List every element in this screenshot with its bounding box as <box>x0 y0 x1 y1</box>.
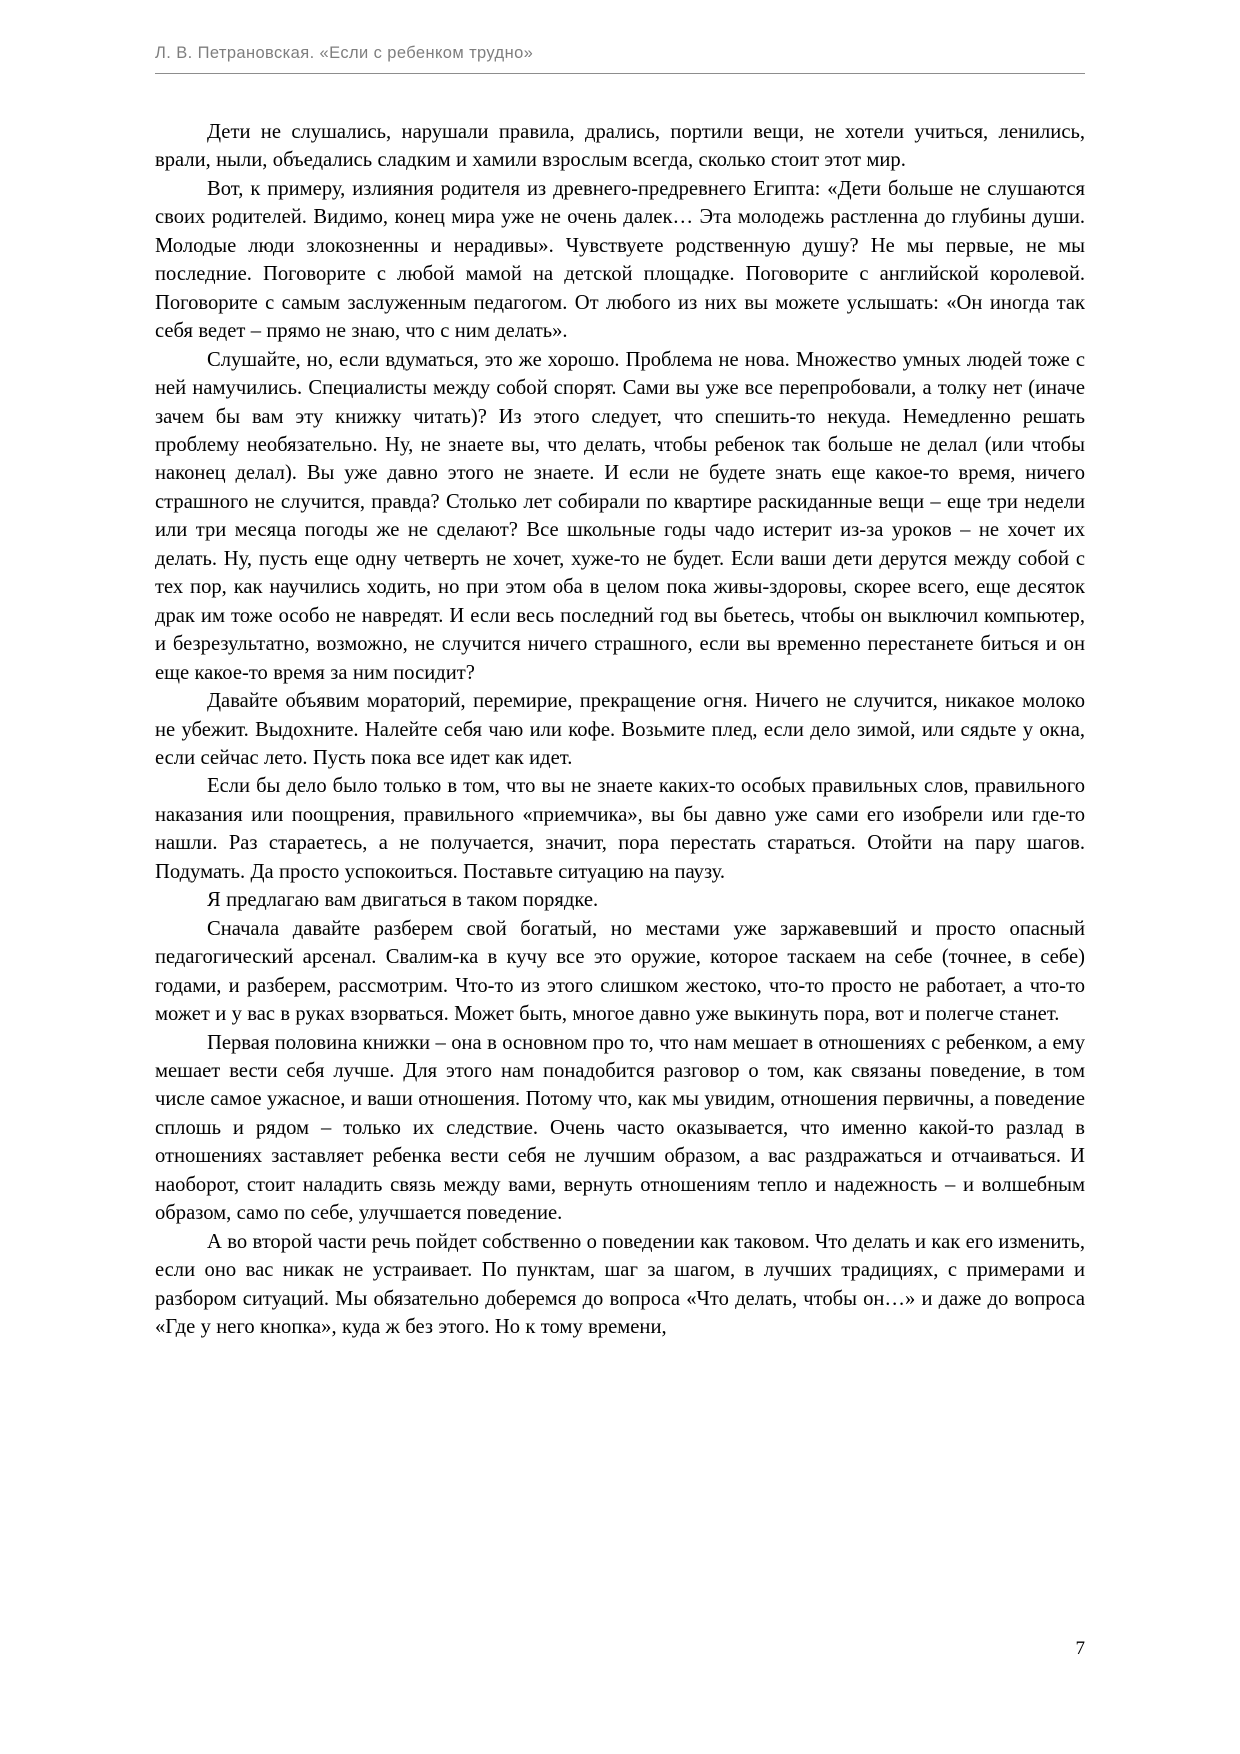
paragraph: Если бы дело было только в том, что вы не знаете каких-то особых правильных слов, правильного наказания или поощрения, правильного «приемчика», вы бы давно уже сами его изобрели или где-то нашли. Раз стараетесь, а не получается, значит, пора перестать стараться. Отойти на пару шагов. Подумать. Да просто успокоиться. Поставьте ситуацию на паузу. <box>155 775 1085 883</box>
paragraph: Слушайте, но, если вдуматься, это же хорошо. Проблема не нова. Множество умных людей тоже с ней намучились. Специалисты между собой спорят. Сами вы уже все перепробовали, а толку нет (иначе зачем бы вам эту книжку читать)? Из этого следует, что спешить-то некуда. Немедленно решать проблему необязательно. Ну, не знаете вы, что делать, чтобы ребенок так больше не делал (или чтобы наконец делал). Вы уже давно этого не знаете. И если не будете знать еще какое-то время, ничего страшного не случится, правда? Столько лет собирали по квартире раскиданные вещи – еще три недели или три месяца погоды же не сделают? Все школьные годы чадо истерит из-за уроков – не хочет их делать. Ну, пусть еще одну четверть не хочет, хуже-то не будет. Если ваши дети дерутся между собой с тех пор, как научились ходить, но при этом оба в целом пока живы-здоровы, скорее всего, еще десяток драк им тоже особо не навредят. И если весь последний год вы бьетесь, чтобы он выключил компьютер, и безрезультатно, возможно, не случится ничего страшного, если вы временно перестанете биться и он еще какое-то время за ним посидит? <box>155 348 1085 684</box>
header-rule <box>155 73 1085 74</box>
running-head: Л. В. Петрановская. «Если с ребенком трудно» <box>155 44 534 62</box>
paragraph: Вот, к примеру, излияния родителя из древнего-предревнего Египта: «Дети больше не слушаются своих родителей. Видимо, конец мира уже не очень далек… Эта молодежь растленна до глубины души. Молодые люди злокозненны и нерадивы». Чувствуете родственную душу? Не мы первые, не мы последние. Поговорите с любой мамой на детской площадке. Поговорите с английской королевой. Поговорите с самым заслуженным педагогом. От любого из них вы можете услышать: «Он иногда так себя ведет – прямо не знаю, что с ним делать». <box>155 177 1085 343</box>
page-header <box>155 44 1085 74</box>
paragraph: А во второй части речь пойдет собственно о поведении как таковом. Что делать и как его изменить, если оно вас никак не устраивает. По пунктам, шаг за шагом, в лучших традициях, с примерами и разбором ситуаций. Мы обязательно доберемся до вопроса «Что делать, чтобы он…» и даже до вопроса «Где у него кнопка», куда ж без этого. Но к тому времени, <box>155 1230 1085 1339</box>
paragraph: Давайте объявим мораторий, перемирие, прекращение огня. Ничего не случится, никакое молоко не убежит. Выдохните. Налейте себя чаю или кофе. Возьмите плед, если дело зимой, или сядьте у окна, если сейчас лето. Пусть пока все идет как идет. <box>155 690 1085 769</box>
paragraph: Первая половина книжки – она в основном про то, что нам мешает в отношениях с ребенком, а ему мешает вести себя лучше. Для этого нам понадобится разговор о том, как связаны поведение, в том числе самое ужасное, и ваши отношения. Потому что, как мы увидим, отношения первичны, а поведение сплошь и рядом – только их следствие. Очень часто оказывается, что именно какой-то разлад в отношениях заставляет ребенка вести себя не лучшим образом, а вас раздражаться и отчаиваться. И наоборот, стоит наладить связь между вами, вернуть отношениям тепло и надежность – и волшебным образом, само по себе, улучшается поведение. <box>155 1031 1085 1225</box>
paragraph: Я предлагаю вам двигаться в таком порядке. <box>207 889 599 912</box>
body-text-block <box>155 118 1085 1341</box>
paragraph: Дети не слушались, нарушали правила, дрались, портили вещи, не хотели учиться, ленились, врали, ныли, объедались сладким и хамили взрослым всегда, сколько стоит этот мир. <box>155 121 1085 172</box>
page-number: 7 <box>1075 1638 1085 1659</box>
paragraph: Сначала давайте разберем свой богатый, но местами уже заржавевший и просто опасный педагогический арсенал. Свалим-ка в кучу все это оружие, которое таскаем на себе (точнее, в себе) годами, и разберем, рассмотрим. Что-то из этого слишком жестоко, что-то просто не работает, а что-то может и у вас в руках взорваться. Может быть, многое давно уже выкинуть пора, вот и полегче станет. <box>155 917 1085 1026</box>
